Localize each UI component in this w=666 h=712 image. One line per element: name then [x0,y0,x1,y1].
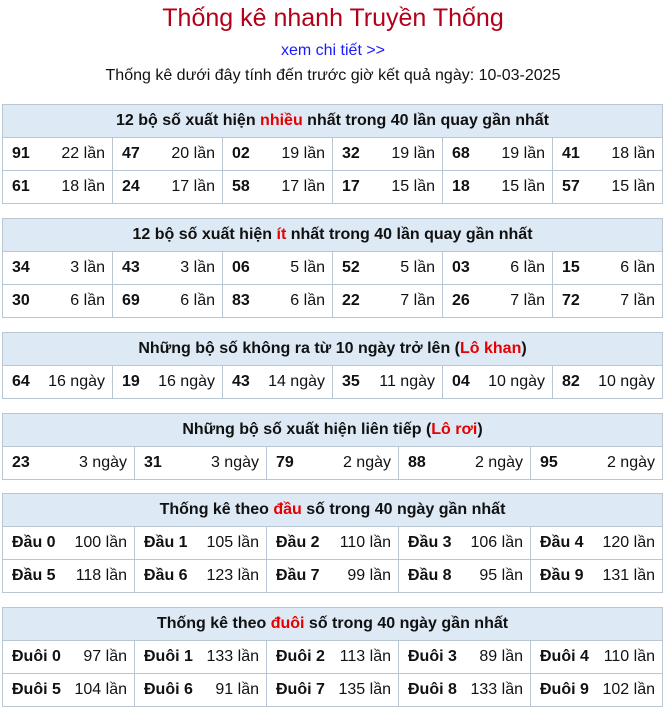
tail-digit-table [2,607,663,707]
stat-number: 61 [12,178,30,195]
stat-number: 52 [342,259,360,276]
stat-cell [3,285,113,318]
stat-cell [399,674,531,707]
stat-cell [267,447,399,480]
stat-count: 6 lần [180,292,215,309]
stat-count: 104 lần [74,681,127,698]
stat-count: 5 lần [290,259,325,276]
stat-count: 113 lần [339,648,391,665]
stat-number: 31 [144,454,162,471]
stat-cell [399,527,531,560]
stat-cell [399,560,531,593]
stat-number: 43 [232,373,250,390]
stat-count: 91 lần [215,681,259,698]
stat-cell [113,138,223,171]
stat-count: 18 lần [611,145,655,162]
view-details-link[interactable]: xem chi tiết >> [280,42,386,59]
table-row [3,285,663,318]
stat-cell [443,252,553,285]
stat-count: 6 lần [510,259,545,276]
stat-number: 83 [232,292,250,309]
stat-count: 22 lần [61,145,105,162]
section-title-text: số trong 40 ngày gần nhất [301,501,506,518]
stat-number: 22 [342,292,360,309]
section-title-text: ) [477,421,483,438]
stat-number: 47 [122,145,140,162]
stat-cell [135,527,267,560]
section-title-text: nhất trong 40 lần quay gần nhất [302,112,549,129]
stat-cell [443,171,553,204]
stat-number: Đuôi 3 [408,648,457,665]
stat-cell [135,447,267,480]
stat-cell [553,138,663,171]
stat-cell [267,674,399,707]
stat-count: 120 lần [602,534,655,551]
stat-cell [267,560,399,593]
table-row [3,171,663,204]
stat-count: 15 lần [611,178,655,195]
stat-count: 7 lần [620,292,655,309]
stat-cell [113,285,223,318]
stat-cell [443,366,553,399]
stats-description: Thống kê dưới đây tính đến trước giờ kết quả ngày: 10-03-2025 [105,67,561,84]
stat-count: 15 lần [501,178,545,195]
section-title-text: Những bộ số xuất hiện liên tiếp ( [182,421,432,438]
stat-count: 135 lần [338,681,391,698]
stat-count: 100 lần [74,534,127,551]
stat-number: 35 [342,373,360,390]
stat-count: 18 lần [61,178,105,195]
stat-cell [223,171,333,204]
most-frequent-table [2,104,663,204]
stat-number: 19 [122,373,140,390]
stat-cell [531,527,663,560]
section-title [3,333,663,366]
stat-number: 23 [12,454,30,471]
section-title [3,414,663,447]
stat-number: 82 [562,373,580,390]
stat-number: Đầu 1 [144,534,188,551]
stat-count: 17 lần [281,178,325,195]
stat-number: Đầu 3 [408,534,452,551]
stat-count: 7 lần [510,292,545,309]
section-title-highlight: ít [276,226,287,243]
stat-count: 89 lần [479,648,523,665]
stat-cell [333,366,443,399]
stat-number: 43 [122,259,140,276]
stat-count: 3 lần [180,259,215,276]
section-title [3,494,663,527]
stat-number: Đuôi 5 [12,681,61,698]
stat-count: 2 ngày [342,454,391,471]
stat-cell [3,171,113,204]
stat-count: 3 ngày [210,454,259,471]
stat-count: 106 lần [470,534,523,551]
stat-number: 68 [452,145,470,162]
stat-cell [223,138,333,171]
stat-number: Đầu 2 [276,534,320,551]
stat-count: 2 ngày [606,454,655,471]
stat-count: 110 lần [339,534,391,551]
stat-number: Đuôi 2 [276,648,325,665]
stat-count: 2 ngày [474,454,523,471]
stat-cell [113,252,223,285]
stat-count: 105 lần [206,534,259,551]
stat-number: 30 [12,292,30,309]
stat-cell [135,641,267,674]
section-header [3,333,663,366]
stat-number: 02 [232,145,250,162]
stat-number: Đuôi 4 [540,648,589,665]
stat-cell [399,447,531,480]
stat-cell [267,641,399,674]
stat-number: 41 [562,145,580,162]
stat-count: 20 lần [171,145,215,162]
section-header [3,608,663,641]
section-title-text: Thống kê theo [159,501,274,518]
section-title-text: 12 bộ số xuất hiện [132,226,277,243]
stat-count: 19 lần [501,145,545,162]
stat-number: 17 [342,178,360,195]
stat-cell [3,641,135,674]
stat-number: 03 [452,259,470,276]
stat-number: 06 [232,259,250,276]
stat-number: Đuôi 7 [276,681,325,698]
stat-number: 88 [408,454,426,471]
stat-count: 95 lần [479,567,523,584]
stat-count: 133 lần [470,681,523,698]
section-title-text: số trong 40 ngày gần nhất [304,615,509,632]
stat-number: 04 [452,373,470,390]
stat-count: 7 lần [400,292,435,309]
stat-number: Đầu 6 [144,567,188,584]
stat-count: 6 lần [620,259,655,276]
stat-cell [553,366,663,399]
stat-count: 131 lần [602,567,655,584]
section-title-text: nhất trong 40 lần quay gần nhất [286,226,533,243]
stat-count: 19 lần [391,145,435,162]
stat-count: 3 lần [70,259,105,276]
stat-number: Đuôi 0 [12,648,61,665]
stat-count: 99 lần [347,567,391,584]
stat-number: 91 [12,145,30,162]
stat-cell [333,285,443,318]
stat-number: Đầu 0 [12,534,56,551]
stat-number: Đầu 7 [276,567,320,584]
stat-count: 14 ngày [268,373,325,390]
stat-count: 15 lần [391,178,435,195]
stat-number: 26 [452,292,470,309]
stat-cell [553,252,663,285]
stat-number: Đầu 8 [408,567,452,584]
table-row [3,674,663,707]
stat-number: 69 [122,292,140,309]
stat-cell [135,674,267,707]
section-title [3,608,663,641]
stat-cell [333,171,443,204]
stat-cell [113,366,223,399]
stat-count: 123 lần [206,567,259,584]
stat-cell [223,366,333,399]
stat-number: 34 [12,259,30,276]
stat-cell [3,366,113,399]
stat-number: 95 [540,454,558,471]
stat-count: 3 ngày [78,454,127,471]
stat-number: Đuôi 6 [144,681,193,698]
stat-number: Đuôi 8 [408,681,457,698]
section-header [3,414,663,447]
section-title [3,219,663,252]
stat-count: 11 ngày [379,373,435,390]
stat-cell [3,138,113,171]
stat-count: 16 ngày [48,373,105,390]
section-title-text: Thống kê theo [156,615,271,632]
section-title [3,105,663,138]
stat-cell [531,447,663,480]
stat-cell [223,252,333,285]
stat-number: 15 [562,259,580,276]
stat-count: 10 ngày [488,373,545,390]
lo-roi-table [2,413,663,480]
stat-cell [3,674,135,707]
head-digit-table [2,493,663,593]
stat-number: 18 [452,178,470,195]
stat-number: 72 [562,292,580,309]
table-row [3,641,663,674]
table-row [3,560,663,593]
stat-cell [223,285,333,318]
least-frequent-table [2,218,663,318]
stat-cell [531,674,663,707]
stat-count: 19 lần [281,145,325,162]
stat-cell [333,138,443,171]
stat-number: 64 [12,373,30,390]
stat-number: Đầu 9 [540,567,584,584]
stat-count: 97 lần [83,648,127,665]
stat-count: 102 lần [602,681,655,698]
table-row [3,366,663,399]
stat-count: 17 lần [171,178,215,195]
section-title-highlight: đuôi [270,615,305,632]
stat-cell [3,527,135,560]
stat-cell [3,560,135,593]
table-row [3,527,663,560]
stat-number: Đầu 5 [12,567,56,584]
stat-count: 110 lần [603,648,655,665]
stat-count: 10 ngày [598,373,655,390]
stat-number: 24 [122,178,140,195]
stat-cell [531,641,663,674]
stat-number: 79 [276,454,294,471]
section-title-highlight: Lô rơi [431,421,478,438]
stat-count: 5 lần [400,259,435,276]
stat-cell [333,252,443,285]
stat-number: Đầu 4 [540,534,584,551]
stat-number: 32 [342,145,360,162]
stat-cell [531,560,663,593]
stat-cell [443,138,553,171]
section-title-text: Những bộ số không ra từ 10 ngày trở lên ( [138,340,460,357]
stat-count: 133 lần [206,648,259,665]
stat-cell [553,171,663,204]
page-title: Thống kê nhanh Truyền Thống [162,4,504,32]
stat-cell [267,527,399,560]
stat-count: 6 lần [70,292,105,309]
section-title-highlight: Lô khan [460,340,522,357]
stat-cell [553,285,663,318]
stat-count: 16 ngày [158,373,215,390]
stat-number: 57 [562,178,580,195]
section-title-highlight: nhiều [260,112,303,129]
stat-cell [3,252,113,285]
stat-number: Đuôi 1 [144,648,193,665]
stat-cell [443,285,553,318]
section-title-highlight: đầu [273,501,302,518]
table-row [3,138,663,171]
table-row [3,252,663,285]
stat-number: Đuôi 9 [540,681,589,698]
stat-cell [3,447,135,480]
stat-count: 118 lần [75,567,127,584]
section-header [3,494,663,527]
stat-count: 6 lần [290,292,325,309]
section-header [3,105,663,138]
lo-khan-table [2,332,663,399]
stat-cell [135,560,267,593]
section-title-text: 12 bộ số xuất hiện [116,112,261,129]
stat-number: 58 [232,178,250,195]
section-header [3,219,663,252]
section-title-text: ) [521,340,527,357]
stat-cell [399,641,531,674]
stat-cell [113,171,223,204]
table-row [3,447,663,480]
